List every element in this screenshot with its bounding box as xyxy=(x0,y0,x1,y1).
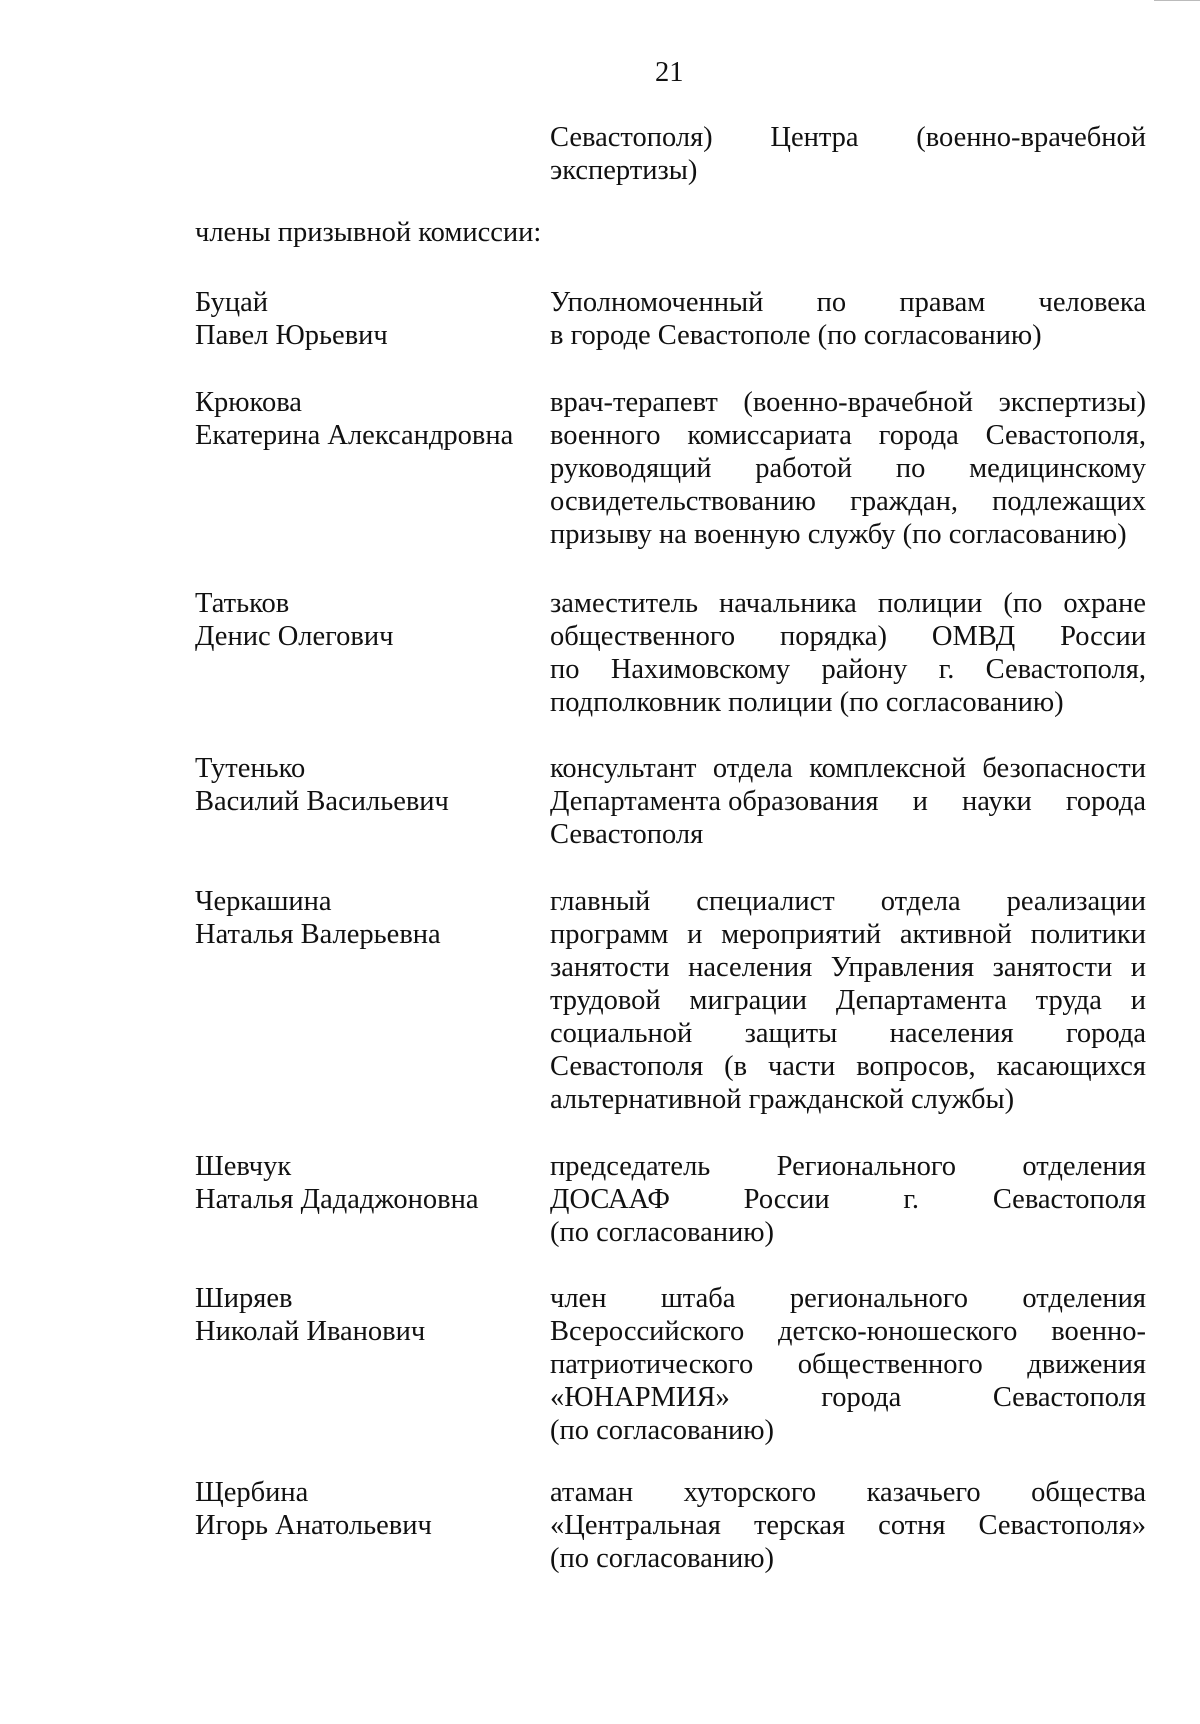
word: труда xyxy=(1035,985,1102,1016)
position-line xyxy=(550,1150,1146,1183)
word: военно- xyxy=(1051,1316,1146,1347)
scan-edge-mark xyxy=(1154,0,1200,5)
position-line: (по согласованию) xyxy=(550,1217,775,1248)
word: правам xyxy=(899,287,986,318)
word: общества xyxy=(1031,1477,1146,1508)
word: города xyxy=(1065,1018,1146,1049)
word: Управления xyxy=(830,952,975,983)
word: вопросов, xyxy=(856,1051,976,1082)
word: порядка) xyxy=(780,621,887,652)
word: программ xyxy=(550,919,669,950)
position-line xyxy=(550,1476,1146,1509)
position-line: в городе Севастополе (по согласованию) xyxy=(550,320,1042,351)
word: консультант xyxy=(550,753,697,784)
member-position xyxy=(550,1282,1146,1447)
word: комплексной xyxy=(809,753,967,784)
word: ДОСААФ xyxy=(550,1184,670,1215)
position-line xyxy=(550,1348,1146,1381)
word: сотня xyxy=(878,1510,946,1541)
section-label: члены призывной комиссии: xyxy=(195,217,542,248)
word: касающихся xyxy=(996,1051,1146,1082)
word: отделения xyxy=(1022,1283,1146,1314)
word: и xyxy=(1130,985,1146,1016)
position-line xyxy=(550,587,1146,620)
word: населения xyxy=(688,952,813,983)
word: Севастополя, xyxy=(985,654,1146,685)
word: занятости xyxy=(550,952,670,983)
word: «ЮНАРМИЯ» xyxy=(550,1382,730,1413)
word: человека xyxy=(1038,287,1146,318)
continuation-line-1 xyxy=(550,121,1146,154)
position-line: (по согласованию) xyxy=(550,1543,775,1574)
position-line xyxy=(550,452,1146,485)
position-line xyxy=(550,1381,1146,1414)
word: атаман xyxy=(550,1477,634,1508)
word: Регионального xyxy=(776,1151,957,1182)
word: (в xyxy=(724,1051,748,1082)
word: полиции xyxy=(877,588,983,619)
word: и xyxy=(1130,952,1146,983)
word: казачьего xyxy=(866,1477,981,1508)
word: безопасности xyxy=(982,753,1146,784)
word: Всероссийского xyxy=(550,1316,745,1347)
word: науки xyxy=(962,786,1032,817)
page-number: 21 xyxy=(655,57,684,88)
word: по xyxy=(895,453,926,484)
member-position xyxy=(550,752,1146,851)
position-line xyxy=(550,419,1146,452)
word: Департамента xyxy=(835,985,1007,1016)
member-name xyxy=(195,885,535,951)
word: комиссариата xyxy=(687,420,852,451)
member-position xyxy=(550,1150,1146,1249)
position-line xyxy=(550,1017,1146,1050)
word: реализации xyxy=(1006,886,1146,917)
position-line xyxy=(550,752,1146,785)
member-position xyxy=(550,286,1146,352)
word: трудовой xyxy=(550,985,661,1016)
word: руководящий xyxy=(550,453,712,484)
member-name xyxy=(195,1476,535,1542)
word: России xyxy=(743,1184,830,1215)
position-line xyxy=(550,1282,1146,1315)
position-line xyxy=(550,485,1146,518)
word: (по xyxy=(1003,588,1043,619)
word: врач-терапевт xyxy=(550,387,718,418)
position-line: (по согласованию) xyxy=(550,1415,775,1446)
word: отделения xyxy=(1022,1151,1146,1182)
word: мероприятий xyxy=(721,919,882,950)
word: (военно-врачебной xyxy=(916,122,1146,153)
member-name xyxy=(195,1150,535,1216)
word: и xyxy=(912,786,928,817)
position-line xyxy=(550,785,1146,818)
word: отдела xyxy=(880,886,961,917)
word: «Центральная xyxy=(550,1510,721,1541)
word: Севастополя, xyxy=(985,420,1146,451)
member-surname: Крюкова xyxy=(195,387,302,418)
member-name xyxy=(195,1282,535,1348)
member-surname: Щербина xyxy=(195,1477,309,1508)
word: населения xyxy=(889,1018,1014,1049)
member-position xyxy=(550,587,1146,719)
word: движения xyxy=(1027,1349,1146,1380)
word: по xyxy=(816,287,847,318)
word: работой xyxy=(755,453,853,484)
word: общественного xyxy=(797,1349,983,1380)
position-line xyxy=(550,1050,1146,1083)
member-name xyxy=(195,587,535,653)
continuation-line-2: экспертизы) xyxy=(550,155,698,186)
member-position xyxy=(550,1476,1146,1575)
position-line xyxy=(550,918,1146,951)
word: специалист xyxy=(696,886,835,917)
word: г. xyxy=(938,654,955,685)
member-name xyxy=(195,752,535,818)
word: политики xyxy=(1030,919,1146,950)
word: граждан, xyxy=(850,486,958,517)
word: подлежащих xyxy=(992,486,1146,517)
continuation-text xyxy=(550,121,1146,187)
word: (военно-врачебной xyxy=(743,387,974,418)
member-given-names: Игорь Анатольевич xyxy=(195,1510,432,1541)
member-given-names: Николай Иванович xyxy=(195,1316,426,1347)
word: общественного xyxy=(550,621,736,652)
word: Севастополя xyxy=(992,1382,1146,1413)
word: член xyxy=(550,1283,607,1314)
member-surname: Тутенько xyxy=(195,753,306,784)
position-line xyxy=(550,951,1146,984)
position-line xyxy=(550,653,1146,686)
member-surname: Черкашина xyxy=(195,886,332,917)
word: Севастополя xyxy=(550,1051,704,1082)
word: медицинскому xyxy=(969,453,1146,484)
word: Нахимовскому xyxy=(610,654,791,685)
word: части xyxy=(767,1051,836,1082)
member-given-names: Павел Юрьевич xyxy=(195,320,388,351)
member-name xyxy=(195,386,535,452)
member-surname: Шевчук xyxy=(195,1151,292,1182)
word: по xyxy=(550,654,580,685)
member-position xyxy=(550,386,1146,551)
member-given-names: Наталья Валерьевна xyxy=(195,919,441,950)
position-line xyxy=(550,1183,1146,1216)
word: Уполномоченный xyxy=(550,287,764,318)
word: освидетельствованию xyxy=(550,486,816,517)
word: города xyxy=(821,1382,902,1413)
position-line xyxy=(550,1315,1146,1348)
member-given-names: Денис Олегович xyxy=(195,621,394,652)
word: активной xyxy=(899,919,1012,950)
word: главный xyxy=(550,886,651,917)
word: экспертизы) xyxy=(998,387,1146,418)
word: Севастополя» xyxy=(978,1510,1146,1541)
word: социальной xyxy=(550,1018,693,1049)
word: штаба xyxy=(660,1283,736,1314)
word: Севастополя) xyxy=(550,122,713,153)
member-position xyxy=(550,885,1146,1116)
word: Севастополя xyxy=(992,1184,1146,1215)
word: регионального xyxy=(789,1283,969,1314)
member-given-names: Наталья Дададжоновна xyxy=(195,1184,479,1215)
member-name xyxy=(195,286,535,352)
word: председатель xyxy=(550,1151,711,1182)
position-line: призыву на военную службу (по согласованию) xyxy=(550,519,1127,550)
word: хуторского xyxy=(683,1477,817,1508)
word: защиты xyxy=(744,1018,838,1049)
member-given-names: Василий Васильевич xyxy=(195,786,449,817)
position-line xyxy=(550,286,1146,319)
position-line: подполковник полиции (по согласованию) xyxy=(550,687,1064,718)
word: охране xyxy=(1063,588,1146,619)
word: города xyxy=(1065,786,1146,817)
position-line xyxy=(550,984,1146,1017)
member-given-names: Екатерина Александровна xyxy=(195,420,514,451)
member-surname: Буцай xyxy=(195,287,269,318)
member-surname: Ширяев xyxy=(195,1283,293,1314)
word: терская xyxy=(753,1510,846,1541)
position-line: альтернативной гражданской службы) xyxy=(550,1084,1015,1115)
word: отдела xyxy=(712,753,793,784)
word: г. xyxy=(903,1184,919,1215)
word: города xyxy=(878,420,959,451)
position-line xyxy=(550,1509,1146,1542)
word: ОМВД xyxy=(931,621,1016,652)
member-surname: Татьков xyxy=(195,588,290,619)
word: патриотического xyxy=(550,1349,754,1380)
position-line xyxy=(550,386,1146,419)
word: России xyxy=(1060,621,1146,652)
word: и xyxy=(687,919,703,950)
position-line: Севастополя xyxy=(550,819,704,850)
word: военного xyxy=(550,420,661,451)
word: заместитель xyxy=(550,588,698,619)
word: начальника xyxy=(719,588,857,619)
word: занятости xyxy=(992,952,1113,983)
word: детско-юношеского xyxy=(778,1316,1018,1347)
position-line xyxy=(550,885,1146,918)
position-line xyxy=(550,620,1146,653)
word: Департамента образования xyxy=(550,786,879,817)
word: Центра xyxy=(770,122,859,153)
word: миграции xyxy=(689,985,808,1016)
word: району xyxy=(821,654,908,685)
